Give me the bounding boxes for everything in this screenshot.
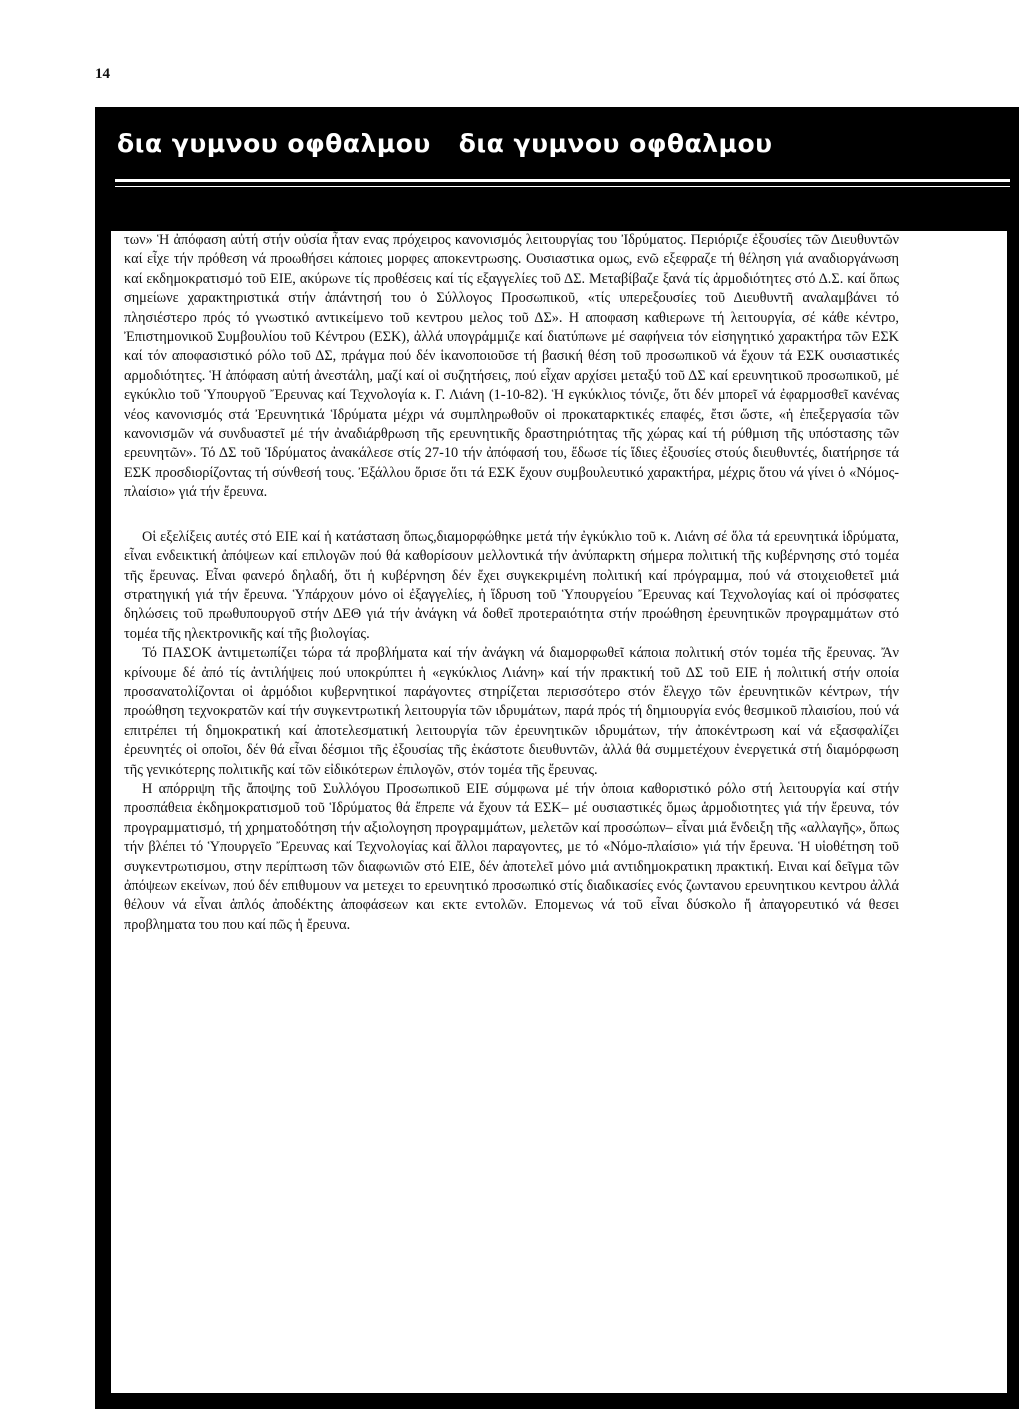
article-paragraph: Οἱ εξελίξεις αυτές στό ΕΙΕ καί ἡ κατάσταση ὅπως,διαμορφώθηκε μετά τήν ἐγκύκλιο τοῦ κ. Λιάνη σέ ὅλα τά ερευνητικά ἱδρύματα, εἶναι ενδεικτική ἀπόψεων καί επιλογῶν πού θά καθορίσουν μελλοντικά τήν ἀνύπαρκτη σήμερα πολιτική τῆς κυβέρνησης στό τομέα τῆς ἔρευνας. Εἶναι φανερό δηλαδή, ὅτι ἡ κυβέρνηση δέν ἔχει συγκεκριμένη πολιτική καί πρόγραμμα, πού νά στοιχειοθετεῖ μιά στρατηγική γιά τήν ἔρευνα. Ὑπάρχουν μόνο οἱ ἐξαγγελίες, ἡ ἵδρυση τοῦ Ὑπουργείου Ἔρευνας καί Τεχνολογίας καί οἱ πρόσφατες δηλώσεις τοῦ πρωθυπουργοῦ στήν ΔΕΘ γιά τήν ἀνάγκη νά δοθεῖ προτεραιότητα στήν προώθηση ἐρευνητικῶν προγραμμάτων στό τομέα τῆς ηλεκτρονικῆς καί τῆς βιολογίας. (124, 528, 899, 642)
banner-rule-thin (115, 186, 1010, 187)
banner-title-left: δια γυμνου οφθαλμου (117, 128, 431, 158)
article-paragraph: των» Ἡ ἀπόφαση αὐτή στήν οὐσία ἦταν ενας πρόχειρος κανονισμός λειτουργίας του Ἰδρύματος. Περιόριζε ἐξουσίες τῶν Διευθυντῶν καί εἶχε τήν πρόθεση νά προωθήσει κάποιες μορφες αποκεντρωσης. Ουσιαστικα ομως, ενῶ εξεφραζε τή θέληση γιά αναδιοργάνωση καί εκδημοκρατισμό τοῦ ΕΙΕ, ακύρωνε τίς προθέσεις καί τίς εξαγγελίες τοῦ ΔΣ. Μεταβίβαζε ξανά τίς ἁρμοδιότητες στό Δ.Σ. καί ὅπως σημείωνε χαρακτηριστικά στήν ἀπάντησή του ὁ Σύλλογος Προσωπικοῦ, «τίς υπερεξουσίες τοῦ Διευθυντῆ αναλαμβάνει τό πλησιέστερο πρός τό γνωστικό αντικείμενο τοῦ κεντρου μελος τοῦ ΔΣ». Η αποφαση καθιερωνε τή λειτουργία, σέ κάθε κέντρο, Ἐπιστημονικοῦ Συμβουλίου τοῦ Κέντρου (ΕΣΚ), ἀλλά υπογράμμιζε καί διατύπωνε μέ σαφήνεια τόν εἰσηγητικό χαρακτήρα τῶν ΕΣΚ καί τόν αποφασιστικό ρόλο τοῦ ΔΣ, πράγμα πού δέν ἱκανοποιοῦσε τή βασική θέση τοῦ προσωπικοῦ νά ἔχουν τά ΕΣΚ ουσιαστικές αρμοδιότητες. Ἡ ἀπόφαση αὐτή ἀνεστάλη, μαζί καί οἱ συζητήσεις, πού εἶχαν αρχίσει μεταξύ τοῦ ΔΣ καί ερευνητικοῦ προσωπικοῦ, μέ εγκύκλιο τοῦ Ὑπουργοῦ Ἔρευνας καί Τεχνολογία κ. Γ. Λιάνη (1-10-82). Ἡ εγκύκλιος τόνιζε, ὅτι δέν μπορεῖ νά ἐφαρμοσθεῖ κανένας νέος κανονισμός στά Ἐρευνητικά Ἱδρύματα μέχρι νά συμπληρωθοῦν οἱ προκαταρκτικές επαφές, ἔτσι ὥστε, «ἡ ἐπεξεργασία τῶν κανονισμῶν νά συνδυαστεῖ μέ τήν ἀναδιάρθρωση τῆς ερευνητικῆς δραστηριότητας τῆς χώρας καί τή ρύθμιση τῆς υπόστασης τῶν ερευνητῶν». Τό ΔΣ τοῦ Ἱδρύματος ἀνακάλεσε στίς 27-10 τήν ἀπόφασή του, ἔδωσε τίς ἴδιες ἐξουσίες στούς διευθυντές, διατήρησε τά ΕΣΚ προσδιορίζοντας τή σύνθεσή τους. Ἐξάλλου ὅρισε ὅτι τά ΕΣΚ ἔχουν συμβουλευτικό χαρακτήρα, μέχρις ὅτου νά γίνει ὁ «Νόμος-πλαίσιο» γιά τήν ἔρευνα. (124, 232, 899, 501)
paragraph-gap (124, 503, 899, 528)
column-banner (95, 107, 1019, 179)
article-text-panel (111, 231, 1007, 1393)
banner-title-right: δια γυμνου οφθαλμου (458, 128, 773, 158)
banner-rule-thick (115, 179, 1010, 182)
page-number: 14 (95, 66, 110, 82)
article-paragraph: Η απόρριψη τῆς ἄποψης τοῦ Συλλόγου Προσωπικοῦ ΕΙΕ σύμφωνα μέ τήν ὁποια καθοριστικό ρόλο στή λειτουργία καί στήν προσπάθεια ἐκδημοκρατισμοῦ τοῦ Ἱδρύματος θά ἔπρεπε νά ἔχουν τά ΕΣΚ– μέ ουσιαστικές ὅμως ἁρμοδιοτητες γιά τήν ἔρευνα, τόν προγραμματισμό, τή χρηματοδότηση τήν αξιολογηση προγραμμάτων, μελετῶν καί προσώπων– εἶναι μιά ἔνδειξη τῆς «αλλαγῆς», ὅπως τήν βλέπει τό Ὑπουργεῖο Ἔρευνας καί Τεχνολογίας καί ἄλλοι παραγοντες, με τό «Νόμο-πλαίσιο» γιά τήν ἔρευνα. Ἡ υἱοθέτηση τοῦ συγκεντρωτισμου, στην περίπτωση τῶν διαφωνιῶν στό ΕΙΕ, δέν ἀποτελεῖ μόνο μιά αντιδημοκρατικη πρακτική. Ειναι καί δεῖγμα τῶν ἀπόψεων εκείνων, πού δέν επιθυμουν να μετεχει το ερευνητικό προσωπικό στίς διαδικασίες ενός ζωντανου ερευνητικου κεντρου ἀλλά θέλουν νά εἶναι ἁπλός ἀποδέκτης ἀποφάσεων και εκτε εντολῶν. Επομενως νά τοῦ εἶναι δύσκολο ἤ ἀπαγορευτικό νά θεσει προβληματα του που καί πῶς ἡ ἔρευνα. (124, 780, 899, 933)
article-frame (95, 107, 1019, 1409)
article-paragraph: Τό ΠΑΣΟΚ ἀντιμετωπίζει τώρα τά προβλήματα καί τήν ἀνάγκη νά διαμορφωθεῖ κάποια πολιτική στόν τομέα τῆς ἔρευνας. Ἄν κρίνουμε δέ ἀπό τίς ἀντιλήψεις πού υποκρύπτει ἡ «εγκύκλιος Λιάνη» καί τήν πρακτική τοῦ ΔΣ τοῦ ΕΙΕ ἡ πολιτική στήν οποία προσανατολίζονται οἱ ἁρμόδιοι κυβερνητικοί παράγοντες στηρίζεται περισσότερο στόν ἔλεγχο τῶν ἐρευνητικῶν κέντρων, τήν προώθηση τεχνοκρατῶν καί τήν συγκεντρωτική λειτουργία τῶν ιδρυμάτων, παρά πρός τή δημιουργία ενός θεσμικοῦ πλαισίου, πού νά επιτρέπει τή δημοκρατική καί ἀποτελεσματική λειτουργία τῶν ἐρευνητικῶν ιδρυμάτων, τήν ἀποκέντρωση καί νά εξασφαλίζει ἐρευνητές οἱ οποῖοι, δέν θά εἶναι δέσμιοι τῆς ἐξουσίας τῆς ἑκάστοτε διευθυντῶν, ἀλλά θά συμμετέχουν ἐνεργετικά στή διαμόρφωση τῆς γενικότερης πολιτικῆς καί τῶν εἰδικότερων ἐπιλογῶν, στόν τομέα τῆς ἔρευνας. (124, 645, 899, 778)
